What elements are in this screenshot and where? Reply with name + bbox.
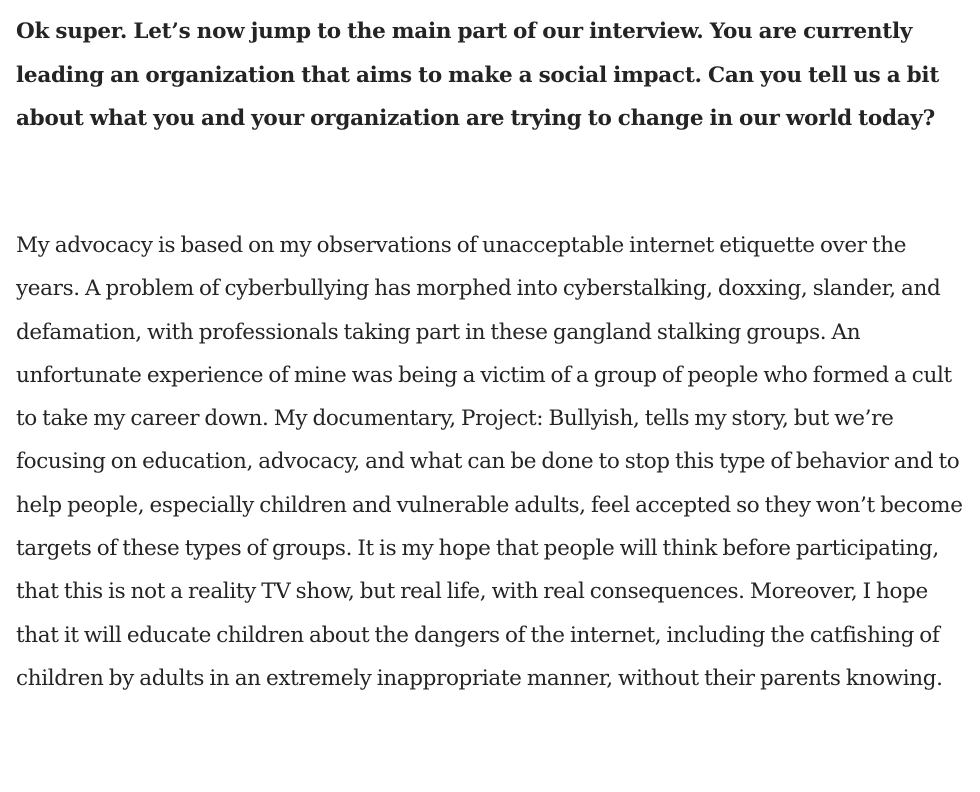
interview-answer: My advocacy is based on my observations of unacceptable internet etiquette over the years. A problem of cyberbullying has morphed into cyberstalking, doxxing, slander, and defamation, with professionals taking part in these gangland stalking groups. An unfortunate experience of mine was being a victim of a group of people who formed a cult to take my career down. My documentary, Project: Bullyish, tells my story, but we’re focusing on education, advocacy, and what can be done to stop this type of behavior and to help people, especially children and vulnerable adults, feel accepted so they won’t become targets of these types of groups. It is my hope that people will think before participating, that this is not a reality TV show, but real life, with real consequences. Moreover, I hope that it will educate children about the dangers of the internet, including the catfishing of children by adults in an extremely inappropriate manner, without their parents knowing.	[16, 233, 963, 691]
interview-question: Ok super. Let’s now jump to the main part of our interview. You are currently leading an organization that aims to make a social impact. Can you tell us a bit about what you and your organization are trying to change in our world today?	[16, 19, 940, 131]
